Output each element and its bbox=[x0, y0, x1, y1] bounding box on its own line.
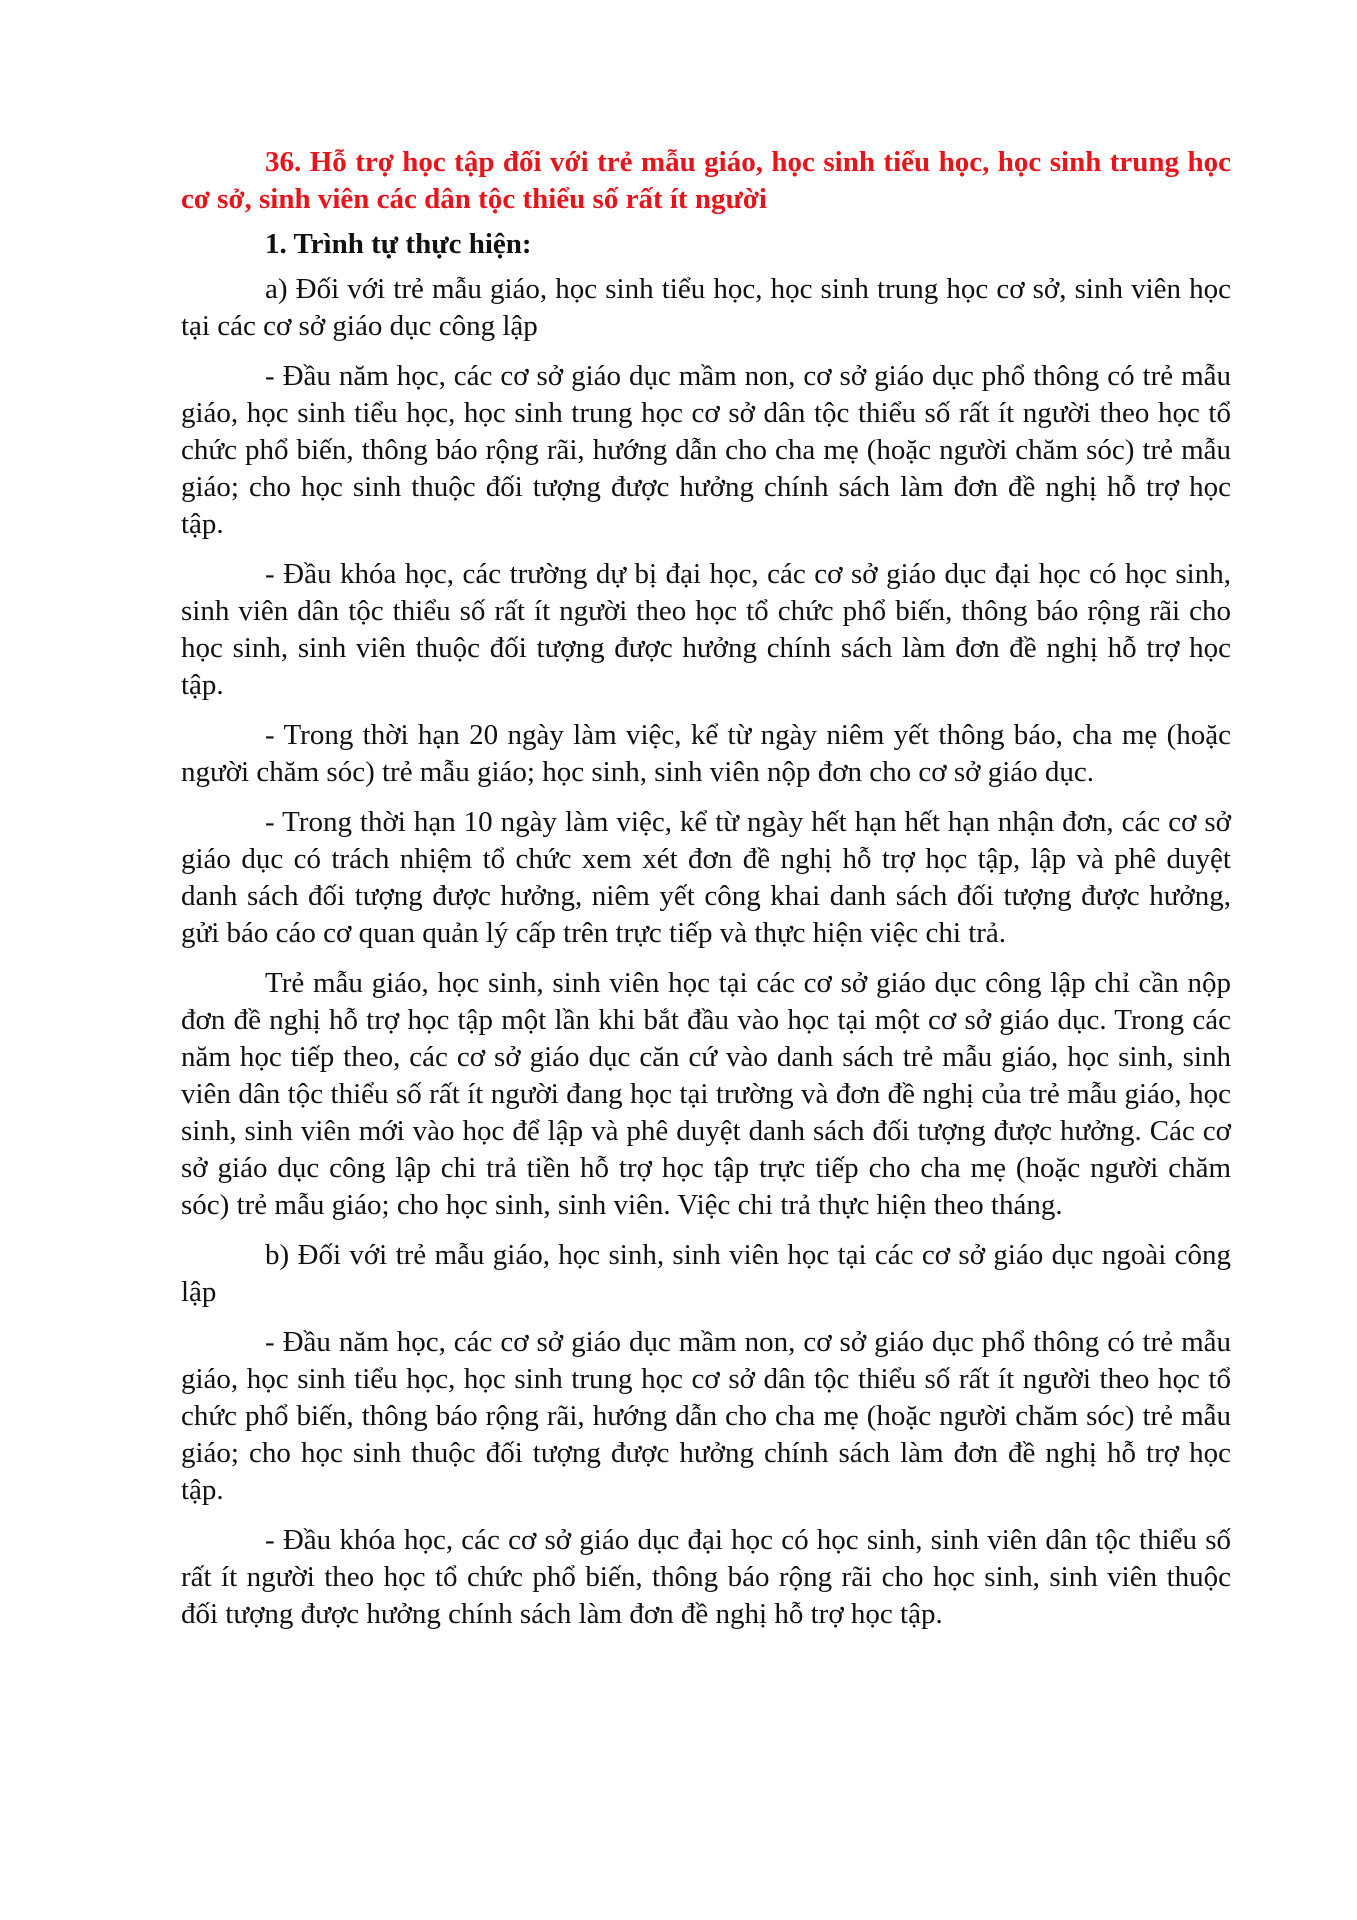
document-page bbox=[181, 144, 1231, 1646]
paragraph: - Trong thời hạn 10 ngày làm việc, kể từ ngày hết hạn hết hạn nhận đơn, các cơ sở giáo dục có trách nhiệm tổ chức xem xét đơn đề nghị hỗ trợ học tập, lập và phê duyệt danh sách đối tượng được hưởng, niêm yết công khai danh sách đối tượng được hưởng, gửi báo cáo cơ quan quản lý cấp trên trực tiếp và thực hiện việc chi trả. bbox=[181, 806, 1231, 949]
section-heading: 1. Trình tự thực hiện: bbox=[265, 228, 532, 260]
paragraph: - Đầu khóa học, các cơ sở giáo dục đại học có học sinh, sinh viên dân tộc thiểu số rất ít người theo học tổ chức phổ biến, thông báo rộng rãi cho học sinh, sinh viên thuộc đối tượng được hưởng chính sách làm đơn đề nghị hỗ trợ học tập. bbox=[181, 1524, 1231, 1630]
paragraph-b-intro: b) Đối với trẻ mẫu giáo, học sinh, sinh viên học tại các cơ sở giáo dục ngoài công lập bbox=[181, 1239, 1231, 1308]
paragraph-a-intro: a) Đối với trẻ mẫu giáo, học sinh tiểu học, học sinh trung học cơ sở, sinh viên học tại các cơ sở giáo dục công lập bbox=[181, 273, 1231, 342]
paragraph: - Đầu năm học, các cơ sở giáo dục mầm non, cơ sở giáo dục phổ thông có trẻ mẫu giáo, học sinh tiểu học, học sinh trung học cơ sở dân tộc thiểu số rất ít người theo học tổ chức phổ biến, thông báo rộng rãi, hướng dẫn cho cha mẹ (hoặc người chăm sóc) trẻ mẫu giáo; cho học sinh thuộc đối tượng được hưởng chính sách làm đơn đề nghị hỗ trợ học tập. bbox=[181, 360, 1231, 540]
document-title: 36. Hỗ trợ học tập đối với trẻ mẫu giáo, học sinh tiểu học, học sinh trung học cơ sở, sinh viên các dân tộc thiểu số rất ít người bbox=[181, 146, 1231, 215]
paragraph: - Trong thời hạn 20 ngày làm việc, kể từ ngày niêm yết thông báo, cha mẹ (hoặc người chăm sóc) trẻ mẫu giáo; học sinh, sinh viên nộp đơn cho cơ sở giáo dục. bbox=[181, 719, 1231, 788]
paragraph: - Đầu năm học, các cơ sở giáo dục mầm non, cơ sở giáo dục phổ thông có trẻ mẫu giáo, học sinh tiểu học, học sinh trung học cơ sở dân tộc thiểu số rất ít người theo học tổ chức phổ biến, thông báo rộng rãi, hướng dẫn cho cha mẹ (hoặc người chăm sóc) trẻ mẫu giáo; cho học sinh thuộc đối tượng được hưởng chính sách làm đơn đề nghị hỗ trợ học tập. bbox=[181, 1326, 1231, 1506]
paragraph: Trẻ mẫu giáo, học sinh, sinh viên học tại các cơ sở giáo dục công lập chỉ cần nộp đơn đề nghị hỗ trợ học tập một lần khi bắt đầu vào học tại một cơ sở giáo dục. Trong các năm học tiếp theo, các cơ sở giáo dục căn cứ vào danh sách trẻ mẫu giáo, học sinh, sinh viên dân tộc thiểu số rất ít người đang học tại trường và đơn đề nghị của trẻ mẫu giáo, học sinh, sinh viên mới vào học để lập và phê duyệt danh sách đối tượng được hưởng. Các cơ sở giáo dục công lập chi trả tiền hỗ trợ học tập trực tiếp cho cha mẹ (hoặc người chăm sóc) trẻ mẫu giáo; cho học sinh, sinh viên. Việc chi trả thực hiện theo tháng. bbox=[181, 967, 1231, 1221]
paragraph: - Đầu khóa học, các trường dự bị đại học, các cơ sở giáo dục đại học có học sinh, sinh viên dân tộc thiểu số rất ít người theo học tổ chức phổ biến, thông báo rộng rãi cho học sinh, sinh viên thuộc đối tượng được hưởng chính sách làm đơn đề nghị hỗ trợ học tập. bbox=[181, 558, 1231, 701]
